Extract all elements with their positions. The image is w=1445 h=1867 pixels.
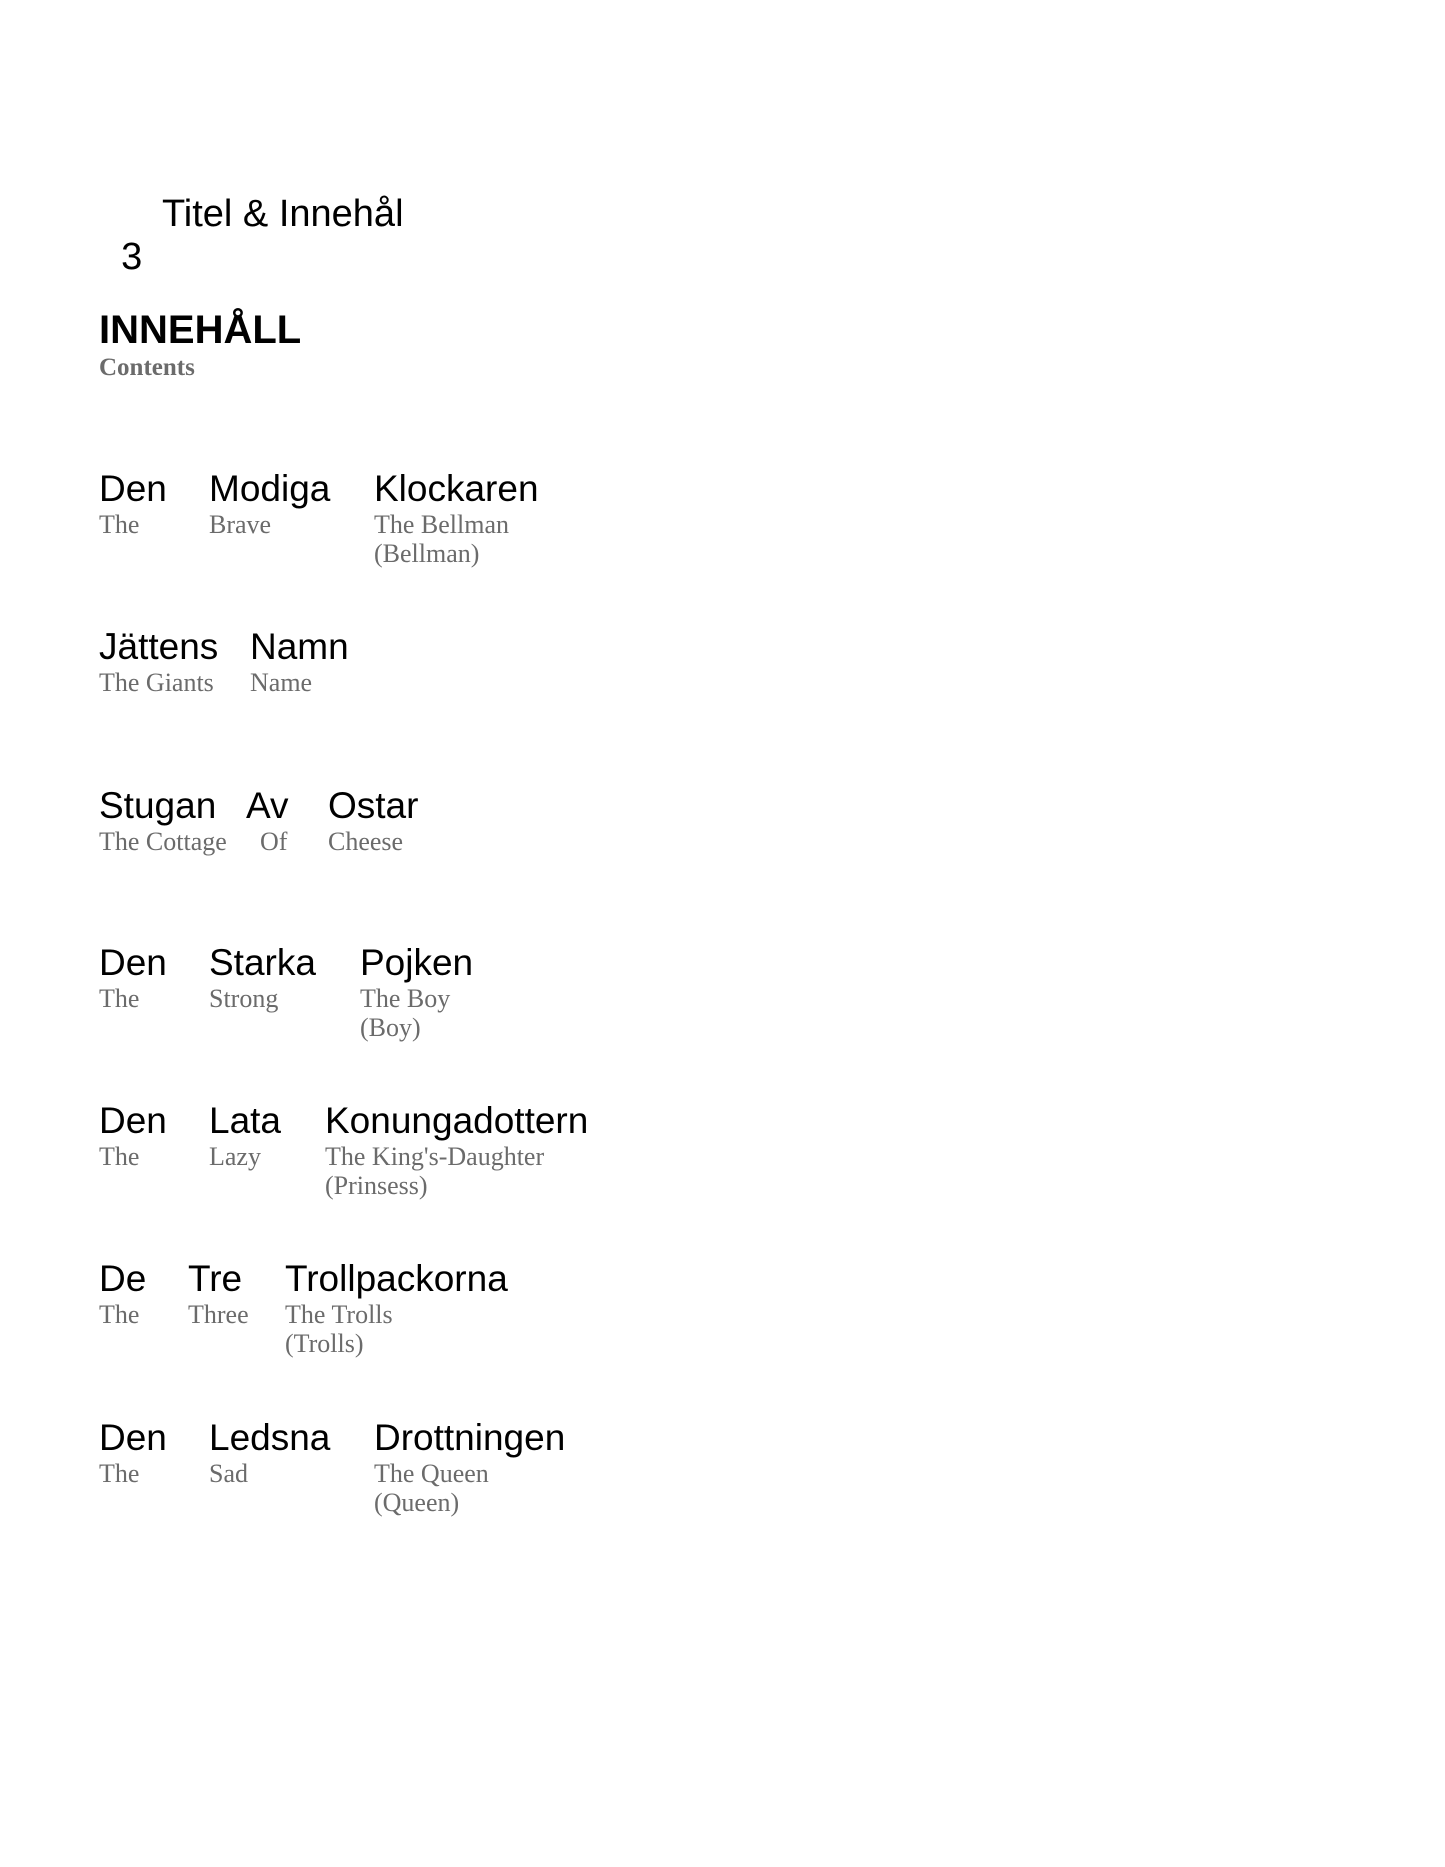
contents-entry[interactable] [0, 1417, 1445, 1547]
english-gloss: The [99, 984, 140, 1013]
english-gloss: The King's-Daughter [325, 1142, 545, 1171]
word-pair [99, 942, 167, 1013]
contents-entry[interactable] [0, 1100, 1445, 1230]
swedish-word: Stugan [99, 785, 217, 826]
contents-title: INNEHÅLL [99, 308, 302, 352]
english-gloss: The Queen [374, 1459, 489, 1488]
word-pair [99, 626, 218, 697]
word-pair [285, 1258, 508, 1358]
swedish-word: Pojken [360, 942, 474, 983]
swedish-word: Tre [188, 1258, 243, 1299]
english-gloss: The [99, 1459, 140, 1488]
swedish-word: Av [246, 785, 289, 826]
word-pair [250, 626, 349, 697]
word-pair [99, 1100, 167, 1171]
swedish-word: Trollpackorna [285, 1258, 508, 1299]
word-pair [99, 785, 227, 856]
english-gloss: The [99, 1300, 140, 1329]
english-gloss: Brave [209, 510, 272, 539]
chapter-title: Titel & Innehål [162, 193, 404, 235]
swedish-word: Den [99, 468, 167, 509]
swedish-word: Jättens [99, 626, 219, 667]
swedish-word: Starka [209, 942, 316, 983]
english-gloss: The Trolls [285, 1300, 393, 1329]
english-gloss: Lazy [209, 1142, 261, 1171]
word-pair [328, 785, 418, 856]
english-gloss-alt: (Bellman) [374, 539, 480, 568]
english-gloss: Of [260, 827, 288, 856]
english-gloss: Sad [209, 1459, 248, 1488]
word-pair [99, 1417, 167, 1488]
english-gloss-alt: (Prinsess) [325, 1171, 428, 1200]
english-gloss: Name [250, 668, 313, 697]
word-pair [325, 1100, 588, 1200]
swedish-word: Konungadottern [325, 1100, 589, 1141]
contents-entry[interactable] [0, 626, 1445, 756]
english-gloss: The Cottage [99, 827, 227, 856]
word-pair [188, 1258, 249, 1329]
word-pair [209, 1417, 330, 1488]
word-pair [246, 785, 289, 856]
contents-entry[interactable] [0, 942, 1445, 1072]
word-pair [374, 1417, 565, 1517]
word-pair [209, 942, 316, 1013]
swedish-word: Namn [250, 626, 349, 667]
swedish-word: Klockaren [374, 468, 539, 509]
english-gloss: The [99, 1142, 140, 1171]
contents-entry[interactable] [0, 468, 1445, 598]
word-pair [99, 1258, 146, 1329]
contents-entry[interactable] [0, 1258, 1445, 1388]
swedish-word: Den [99, 942, 167, 983]
english-gloss-alt: (Queen) [374, 1488, 460, 1517]
english-gloss: The Giants [99, 668, 214, 697]
swedish-word: De [99, 1258, 147, 1299]
english-gloss: The Bellman [374, 510, 510, 539]
english-gloss: The Boy [360, 984, 451, 1013]
word-pair [209, 468, 330, 539]
swedish-word: Modiga [209, 468, 331, 509]
english-gloss-alt: (Trolls) [285, 1329, 364, 1358]
english-gloss: Three [188, 1300, 249, 1329]
swedish-word: Lata [209, 1100, 282, 1141]
word-pair [209, 1100, 281, 1171]
chapter-number: 3 [121, 236, 143, 278]
english-gloss: Cheese [328, 827, 404, 856]
english-gloss-alt: (Boy) [360, 1013, 421, 1042]
swedish-word: Ostar [328, 785, 419, 826]
contents-subtitle: Contents [99, 354, 195, 381]
word-pair [374, 468, 539, 568]
english-gloss: Strong [209, 984, 279, 1013]
swedish-word: Den [99, 1100, 167, 1141]
english-gloss: The [99, 510, 140, 539]
word-pair [360, 942, 473, 1042]
word-pair [99, 468, 167, 539]
swedish-word: Den [99, 1417, 167, 1458]
swedish-word: Ledsna [209, 1417, 331, 1458]
chapter-heading [100, 193, 404, 322]
contents-entry[interactable] [0, 785, 1445, 915]
swedish-word: Drottningen [374, 1417, 566, 1458]
